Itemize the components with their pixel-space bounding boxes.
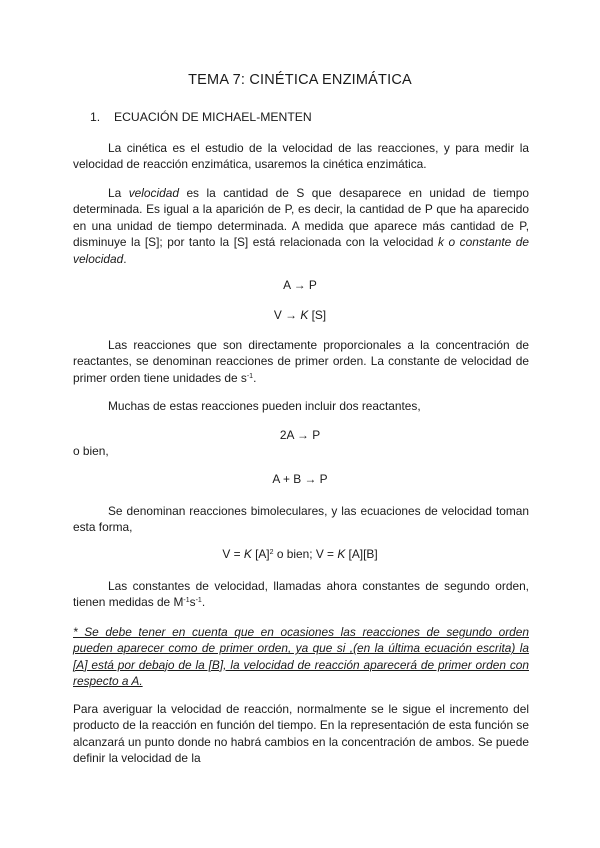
or-text: o bien, [73,444,109,458]
paragraph-measure-velocity: Para averiguar la velocidad de reacción, normalmente se le sigue el incremento del producto de la reacción en función del tiempo. En la representación de esta función se alcanzará un punto donde no habrá cambios en la concentración de ambos. Se puede definir la velocidad de la [73,702,529,766]
equation-second-order [0,547,600,561]
equation-2a-to-p: 2A → P [279,428,321,442]
paragraph-intro: La cinética es el estudio de la velocidad de las reacciones, y para medir la velocidad de reacción enzimática, usaremos la cinética enzimática. [73,141,529,172]
page-title: TEMA 7: CINÉTICA ENZIMÁTICA [188,72,412,88]
eq-constant: K [337,547,346,561]
paragraph-velocity [73,185,529,267]
paragraph-first-order [73,337,529,386]
section-heading [90,110,312,124]
text-run: La [108,186,129,200]
text-run: . [253,370,257,385]
equation-a-to-p: A → P [283,278,317,292]
note-second-order: * Se debe tener en cuenta que en ocasiones las reacciones de segundo orden pueden aparecer como de primer orden, ya que si ,(en la última ecuación escrita) la [A] está por debajo de la [B], la velocidad de reacción aparecerá de primer orden con respecto a A. [73,625,529,689]
superscript: 2 [269,549,274,556]
text-run: . [123,251,127,266]
paragraph-two-reactants: Muchas de estas reacciones pueden incluir dos reactantes, [108,399,421,413]
eq-part: [A] [251,547,270,561]
equation-velocity [0,308,600,322]
paragraph-constants [73,578,529,611]
italic-term: velocidad [128,186,179,200]
superscript: -1 [183,597,190,605]
eq-part: o bien; V = [273,547,338,561]
eq-constant: K [243,547,252,561]
text-run: Las reacciones que son directamente proporcionales a la concentración de reactantes, se denominan reacciones de primer orden. La constante de velocidad de primer orden tiene unidades de s [73,338,529,385]
italic-term: k o constante de velocidad [73,235,529,266]
section-title: ECUACIÓN DE MICHAEL-MENTEN [114,110,312,124]
eq-part: [A][B] [345,547,378,561]
text-run: s [189,595,196,610]
section-number: 1. [90,110,101,124]
text-run: es la cantidad de S que desaparece en unidad de tiempo determinada. Es igual a la aparición de P, es decir, la cantidad de P que ha aparecido en una unidad de tiempo determinada. A medida que aparece más cantidad de P, disminuye la [S]; por tanto la [S] está relacionada con la velocidad [73,186,529,250]
eq-part: [S] [308,308,327,322]
text-run: Las constantes de velocidad, llamadas ahora constantes de segundo orden, tienen medidas de M [73,579,529,610]
superscript: -1 [195,597,202,605]
paragraph-bimolecular: Se denominan reacciones bimoleculares, y las ecuaciones de velocidad toman esta forma, [73,504,529,535]
superscript: -1 [246,372,254,380]
eq-part: V = [222,547,244,561]
equation-a-plus-b: A + B → P [272,472,328,486]
eq-constant: K [300,308,309,322]
text-run: . [201,595,206,610]
eq-part: V → [273,308,301,322]
